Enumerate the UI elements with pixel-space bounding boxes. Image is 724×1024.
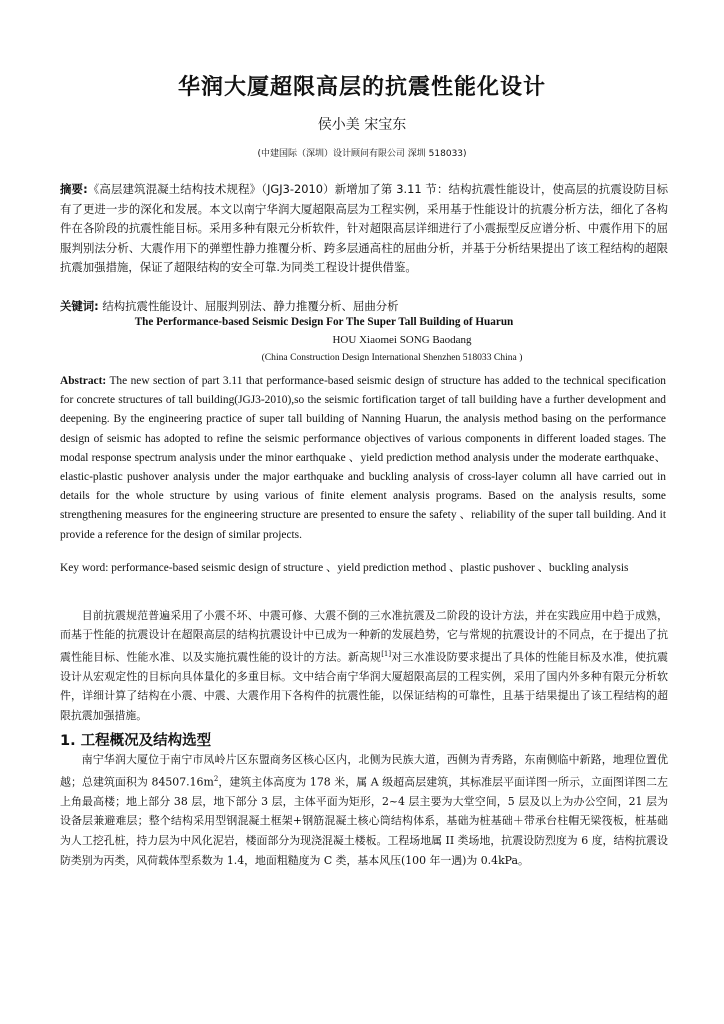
abstract-text-zh: 《高层建筑混凝土结构技术规程》（JGJ3-2010）新增加了第 3.11 节：结构抗震性能设计，使高层的抗震设防目标有了更进一步的深化和发展。本文以南宁华润大厦超限高层为工程实例，采用基于性能设计的抗震分析方法，细化了各构件在各阶段的抗震性能目标。采用多种有限元分析软件，针对超限高层详细进行了小震振型反应谱分析、中震作用下的屈服判别法分析、大震作用下的弹塑性静力推覆分析、跨多层通高柱的屈曲分析，并基于分析结果提出了该工程结构的超限抗震加强措施，保证了超限结构的安全可靠.为同类工程设计提供借鉴。 xyxy=(60,182,668,274)
introduction-paragraph xyxy=(60,606,668,725)
intro-text-1: 目前抗震规范普遍采用了小震不坏、中震可修、大震不倒的三水准抗震及二阶段的设计方法，并在实践应用中趋于成熟，而基于性能的抗震设计在超限高层的结构抗震设计中已成为一种新的发展趋势，它与常规的抗震设计的不同点，在于提出了抗震性能目标、性能水准、以及实施抗震性能的设计的方法。新高规 xyxy=(60,609,668,664)
area-unit-superscript: 2 xyxy=(213,774,219,783)
english-abstract xyxy=(60,372,666,545)
english-affiliation: (China Construction Design International Shenzhen 518033 China ) xyxy=(261,352,523,363)
intro-text-2: 对三水准设防要求提出了具体的性能目标及水准，使抗震设计从宏观定性的目标向具体量化的多重目标。文中结合南宁华润大厦超限高层的工程实例，采用了国内外多种有限元分析软件，详细计算了结构在小震、中震、大震作用下各构件的抗震性能，以保证结构的可靠性，且基于结果提出了该工程结构的超限抗震加强措施。 xyxy=(60,650,668,722)
chinese-keywords xyxy=(60,297,668,316)
english-title: The Performance-based Seismic Design For The Super Tall Building of Huarun xyxy=(134,316,514,328)
abstract-label-en: Abstract: xyxy=(60,375,107,387)
paper-title: 华润大厦超限高层的抗震性能化设计 xyxy=(177,75,546,100)
chinese-abstract xyxy=(60,180,668,278)
abstract-text-en: The new section of part 3.11 that performance-based seismic design of structure has added to the technical specification for concrete structures of tall building(JGJ3-2010),so the seismic fortification target of tall building have a further development and deepening. By the engineering practice of super tall building of Nanning Huarun, the analysis method basing on the performance design of seismic has adopted to refine the seismic performance objectives of various components in different loaded stages. The modal response spectrum analysis under the minor earthquake 、yield prediction method analysis under the moderate earthquake、elastic-plastic pushover analysis under the major earthquake and buckling analysis of cross-layer column all have carried out in details for the whole structure by using various of finite element analysis programs. Based on the analysis results, some strengthening measures for the engineering structure are presented to ensure the safety 、reliability of the super tall building. And it provide a reference for the design of similar projects. xyxy=(60,375,666,541)
english-authors: HOU Xiaomei SONG Baodang xyxy=(332,334,472,346)
abstract-label-zh: 摘要: xyxy=(60,182,88,196)
section-text-2: ，建筑主体高度为 178 米，属 A 级超高层建筑，其标准层平面详图一所示，立面图详图二左上角最高楼；地上部分 38 层，地下部分 3 层，主体平面为矩形，2~4 层主要为大堂空间，5 层及以上为办公空间，21 层为设备层兼避难层；整个结构采用型钢混凝土框架+钢筋混凝土核心筒结构体系，基础为桩基础＋带承台柱帽无梁筏板，桩基础为人工挖孔桩，持力层为中风化泥岩，楼面部分为现浇混凝土楼板。工程场地属 II 类场地，抗震设防烈度为 6 度，结构抗震设防类别为丙类，风荷载体型系数为 1.4，地面粗糙度为 C 类，基本风压(100 年一遇)为 0.4kPa。 xyxy=(60,775,668,867)
section-heading: 1. 工程概况及结构选型 xyxy=(60,733,212,749)
section-paragraph xyxy=(60,750,668,870)
keywords-label-zh: 关键词: xyxy=(60,299,99,313)
section-text-1: 南宁华润大厦位于南宁市凤岭片区东盟商务区核心区内，北侧为民族大道，西侧为青秀路，东南侧临中新路，地理位置优越；总建筑面积为 84507.16m xyxy=(60,753,668,789)
keywords-text-zh: 结构抗震性能设计、屈服判别法、静力推覆分析、屈曲分析 xyxy=(98,299,399,313)
authors: 侯小美 宋宝东 xyxy=(317,117,407,133)
affiliation: (中建国际（深圳）设计顾问有限公司 深圳 518033) xyxy=(257,149,467,159)
citation-ref: [1] xyxy=(381,649,392,658)
english-keywords: Key word: performance-based seismic design of structure 、yield prediction method 、plastic pushover 、buckling analysis xyxy=(60,562,629,574)
